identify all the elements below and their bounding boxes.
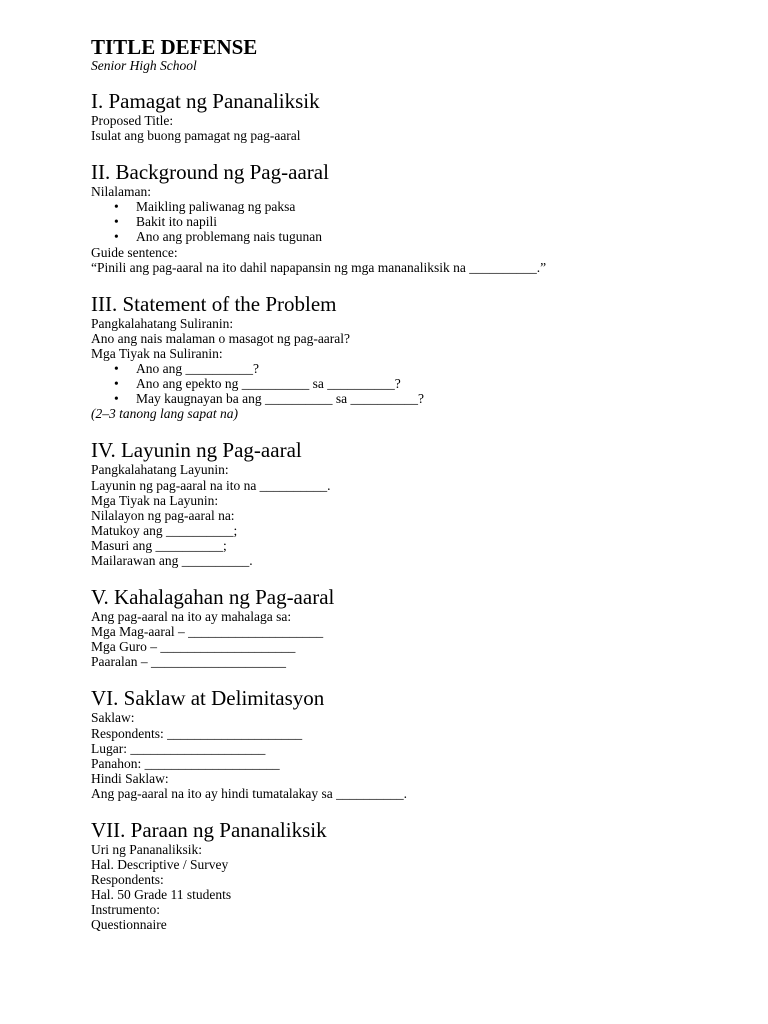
body-line: Isulat ang buong pamagat ng pag-aaral xyxy=(91,128,301,144)
body-line: Questionnaire xyxy=(91,917,167,933)
body-line: “Pinili ang pag-aaral na ito dahil napapansin ng mga mananaliksik na __________.” xyxy=(91,259,547,275)
section-1 xyxy=(91,74,731,143)
bullet-item xyxy=(91,376,731,391)
body-line: Ang pag-aaral na ito ay hindi tumatalakay sa __________. xyxy=(91,785,408,801)
bullet-text: Ano ang epekto ng __________ sa __________? xyxy=(136,376,401,392)
bullet-item xyxy=(91,199,731,214)
section-heading: V. Kahalagahan ng Pag-aaral xyxy=(91,585,335,610)
body-line: Paaralan – ____________________ xyxy=(91,654,286,670)
bullet-text: Bakit ito napili xyxy=(136,214,217,230)
section-2 xyxy=(91,143,731,275)
bullet-list xyxy=(91,361,731,406)
body-line: Lugar: ____________________ xyxy=(91,740,266,756)
section-3 xyxy=(91,275,731,422)
bullet-text: Ano ang problemang nais tugunan xyxy=(136,229,322,245)
bullet-text: May kaugnayan ba ang __________ sa __________? xyxy=(136,391,424,407)
bullet-text: Ano ang __________? xyxy=(136,361,259,377)
document-title: TITLE DEFENSE xyxy=(91,35,258,59)
body-line: Layunin ng pag-aaral na ito na __________. xyxy=(91,477,331,493)
bullet-item xyxy=(91,214,731,229)
body-line: Nilalayon ng pag-aaral na: xyxy=(91,507,235,523)
bullet-text: Maikling paliwanag ng paksa xyxy=(136,199,296,215)
body-line: Instrumento: xyxy=(91,902,160,918)
body-line: Ano ang nais malaman o masagot ng pag-aaral? xyxy=(91,330,351,346)
bullet-icon: • xyxy=(114,229,119,245)
body-line: Panahon: ____________________ xyxy=(91,755,280,771)
section-heading: VII. Paraan ng Pananaliksik xyxy=(91,818,327,842)
body-line: Respondents: ____________________ xyxy=(91,725,303,741)
body-line: Pangkalahatang Layunin: xyxy=(91,462,229,478)
body-line: Guide sentence: xyxy=(91,244,178,260)
body-line: Proposed Title: xyxy=(91,113,174,128)
section-heading: VI. Saklaw at Delimitasyon xyxy=(91,686,325,711)
body-line: Nilalaman: xyxy=(91,184,151,200)
section-4 xyxy=(91,421,731,568)
body-line: Mailarawan ang __________. xyxy=(91,552,253,568)
bullet-icon: • xyxy=(114,361,119,377)
section-heading: IV. Layunin ng Pag-aaral xyxy=(91,438,302,463)
body-line: Ang pag-aaral na ito ay mahalaga sa: xyxy=(91,609,292,625)
bullet-list xyxy=(91,199,731,244)
body-line: Mga Guro – ____________________ xyxy=(91,639,296,655)
body-line: Masuri ang __________; xyxy=(91,537,227,553)
sections-container xyxy=(91,74,731,933)
section-heading: I. Pamagat ng Pananaliksik xyxy=(91,89,320,113)
section-heading: III. Statement of the Problem xyxy=(91,291,337,316)
bullet-icon: • xyxy=(114,376,119,392)
section-heading: II. Background ng Pag-aaral xyxy=(91,160,329,185)
body-line: Pangkalahatang Suliranin: xyxy=(91,315,234,331)
body-line: Respondents: xyxy=(91,872,164,888)
section-6 xyxy=(91,669,731,801)
bullet-icon: • xyxy=(114,214,119,230)
body-line: Mga Mag-aaral – ____________________ xyxy=(91,624,324,640)
section-5 xyxy=(91,568,731,669)
bullet-item xyxy=(91,229,731,244)
body-line: Hal. 50 Grade 11 students xyxy=(91,887,232,903)
body-line: Mga Tiyak na Suliranin: xyxy=(91,345,223,361)
document-subtitle: Senior High School xyxy=(91,58,197,73)
note-text: (2–3 tanong lang sapat na) xyxy=(91,406,238,422)
bullet-item xyxy=(91,361,731,376)
bullet-item xyxy=(91,391,731,406)
body-line: Hal. Descriptive / Survey xyxy=(91,857,229,873)
body-line: Saklaw: xyxy=(91,710,135,726)
section-7 xyxy=(91,801,731,933)
document-content xyxy=(91,36,731,933)
body-line: Hindi Saklaw: xyxy=(91,770,169,786)
body-line: Uri ng Pananaliksik: xyxy=(91,842,202,857)
body-line: Matukoy ang __________; xyxy=(91,522,238,538)
body-line: Mga Tiyak na Layunin: xyxy=(91,492,219,508)
bullet-icon: • xyxy=(114,199,119,215)
bullet-icon: • xyxy=(114,391,119,407)
